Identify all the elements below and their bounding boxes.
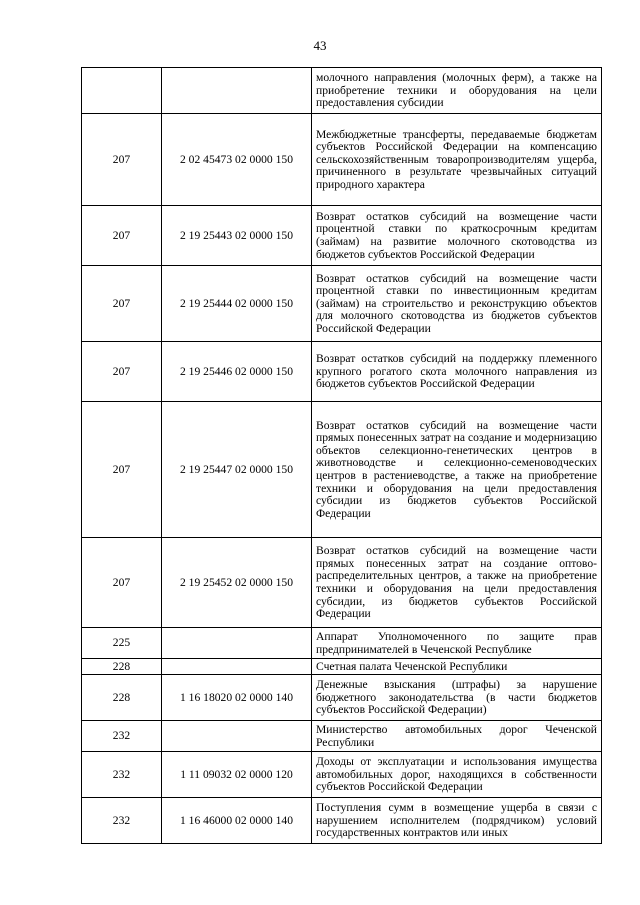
description-cell: Возврат остатков субсидий на поддержку племенного крупного рогатого скота молочного направления из бюджетов субъектов Российской Федерации bbox=[312, 342, 602, 402]
table-row bbox=[82, 798, 602, 844]
table-row bbox=[82, 342, 602, 402]
revenue-code-cell: 1 11 09032 02 0000 120 bbox=[162, 752, 312, 798]
table-row bbox=[82, 659, 602, 675]
description-cell: Возврат остатков субсидий на возмещение части процентной ставки по краткосрочным кредитам (займам) на развитие молочного скотоводства из бюджетов субъектов Российской Федерации bbox=[312, 206, 602, 266]
revenue-code-cell bbox=[162, 721, 312, 752]
description-cell: Аппарат Уполномоченного по защите прав предпринимателей в Чеченской Республике bbox=[312, 628, 602, 659]
admin-code-cell: 232 bbox=[82, 798, 162, 844]
table-row bbox=[82, 206, 602, 266]
description-cell: Межбюджетные трансферты, передаваемые бюджетам субъектов Российской Федерации на компенсацию сельскохозяйственным товаропроизводителям ущерба, причиненного в результате чрезвычайных ситуаций природного характера bbox=[312, 114, 602, 206]
description-cell: Возврат остатков субсидий на возмещение части прямых понесенных затрат на создание и модернизацию объектов селекционно-генетических центров в животноводстве и селекционно-семеноводческих центров в растениеводстве, а также на приобретение техники и оборудования на цели предоставления субсидии из бюджетов субъектов Российской Федерации bbox=[312, 402, 602, 538]
revenue-code-cell: 2 19 25443 02 0000 150 bbox=[162, 206, 312, 266]
table-row bbox=[82, 675, 602, 721]
admin-code-cell: 207 bbox=[82, 206, 162, 266]
description-cell: Доходы от эксплуатации и использования имущества автомобильных дорог, находящихся в собственности субъектов Российской Федерации bbox=[312, 752, 602, 798]
description-cell: Поступления сумм в возмещение ущерба в связи с нарушением исполнителем (подрядчиком) условий государственных контрактов или иных bbox=[312, 798, 602, 844]
admin-code-cell: 228 bbox=[82, 675, 162, 721]
revenue-code-cell: 2 19 25446 02 0000 150 bbox=[162, 342, 312, 402]
revenue-code-cell bbox=[162, 659, 312, 675]
admin-code-cell: 232 bbox=[82, 752, 162, 798]
budget-classification-table bbox=[81, 67, 602, 844]
description-cell: Возврат остатков субсидий на возмещение части прямых понесенных затрат на создание оптово-распределительных центров, а также на приобретение техники и оборудования на цели предоставления субсидии, из бюджетов субъектов Российской Федерации bbox=[312, 538, 602, 628]
description-cell: молочного направления (молочных ферм), а также на приобретение техники и оборудования на цели предоставления субсидии bbox=[312, 68, 602, 114]
description-cell: Счетная палата Чеченской Республики bbox=[312, 659, 602, 675]
revenue-code-cell: 1 16 18020 02 0000 140 bbox=[162, 675, 312, 721]
admin-code-cell: 232 bbox=[82, 721, 162, 752]
admin-code-cell: 228 bbox=[82, 659, 162, 675]
table-row bbox=[82, 68, 602, 114]
description-cell: Денежные взыскания (штрафы) за нарушение бюджетного законодательства (в части бюджетов субъектов Российской Федерации) bbox=[312, 675, 602, 721]
table-row bbox=[82, 538, 602, 628]
description-cell: Возврат остатков субсидий на возмещение части процентной ставки по инвестиционным кредитам (займам) на строительство и реконструкцию объектов для молочного скотоводства из бюджетов субъектов Российской Федерации bbox=[312, 266, 602, 342]
table-row bbox=[82, 628, 602, 659]
revenue-code-cell bbox=[162, 628, 312, 659]
admin-code-cell: 207 bbox=[82, 266, 162, 342]
admin-code-cell: 207 bbox=[82, 538, 162, 628]
table-row bbox=[82, 402, 602, 538]
revenue-code-cell: 1 16 46000 02 0000 140 bbox=[162, 798, 312, 844]
revenue-code-cell bbox=[162, 68, 312, 114]
admin-code-cell: 225 bbox=[82, 628, 162, 659]
admin-code-cell: 207 bbox=[82, 402, 162, 538]
table-row bbox=[82, 114, 602, 206]
revenue-code-cell: 2 19 25452 02 0000 150 bbox=[162, 538, 312, 628]
page-number: 43 bbox=[313, 38, 327, 53]
revenue-code-cell: 2 19 25447 02 0000 150 bbox=[162, 402, 312, 538]
table-row bbox=[82, 752, 602, 798]
revenue-code-cell: 2 02 45473 02 0000 150 bbox=[162, 114, 312, 206]
table-row bbox=[82, 266, 602, 342]
admin-code-cell bbox=[82, 68, 162, 114]
admin-code-cell: 207 bbox=[82, 342, 162, 402]
table-row bbox=[82, 721, 602, 752]
revenue-code-cell: 2 19 25444 02 0000 150 bbox=[162, 266, 312, 342]
description-cell: Министерство автомобильных дорог Чеченской Республики bbox=[312, 721, 602, 752]
admin-code-cell: 207 bbox=[82, 114, 162, 206]
